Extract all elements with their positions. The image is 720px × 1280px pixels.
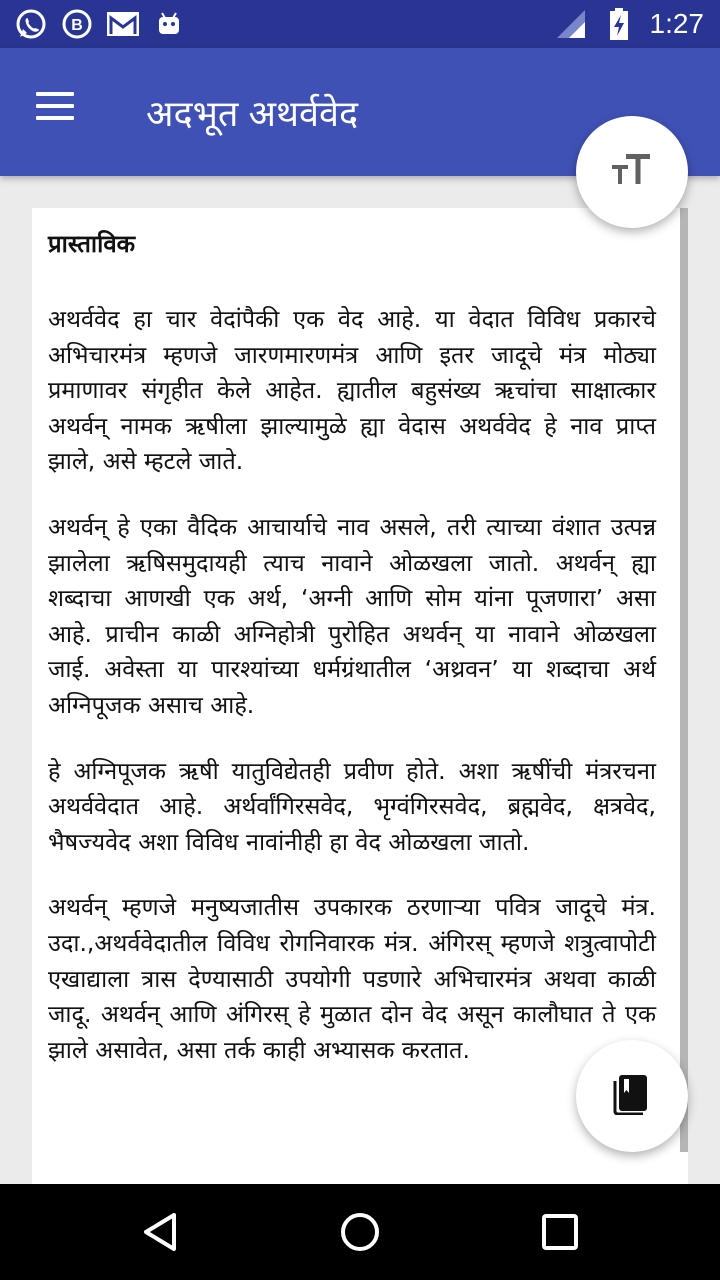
- hamburger-menu-icon[interactable]: [36, 92, 76, 132]
- text-size-icon: [610, 150, 654, 194]
- status-time: 1:27: [649, 8, 704, 39]
- article-card: [32, 208, 688, 1184]
- gmail-icon: [106, 7, 140, 41]
- scrollbar[interactable]: [680, 208, 688, 1152]
- book-icon: [613, 1073, 651, 1119]
- status-bar: [0, 0, 720, 48]
- bbm-icon: [60, 7, 94, 41]
- battery-charging-icon: [602, 7, 636, 41]
- signal-icon: [554, 7, 588, 41]
- svg-text:B: B: [71, 17, 83, 34]
- recent-apps-square-icon[interactable]: [530, 1204, 590, 1260]
- notification-icons: [14, 6, 186, 42]
- back-triangle-icon[interactable]: [130, 1204, 190, 1260]
- home-circle-icon[interactable]: [330, 1204, 390, 1260]
- article-paragraph-3: हे अग्निपूजक ऋषी यातुविद्येतही प्रवीण होते. अशा ऋषींची मंत्ररचना अथर्ववेदात आहे. अर्थर्वांगिरसवेद, भृग्वंगिरसवेद, ब्रह्मवेद, क्षत्रवेद, भैषज्यवेद अशा विविध नावांनीही हा वेद ओळखला जातो.: [48, 756, 656, 856]
- article-heading: प्रास्ताविक: [48, 230, 136, 258]
- font-size-button[interactable]: [576, 116, 688, 228]
- system-nav-bar: [0, 1184, 720, 1280]
- page-title: अदभूत अथर्ववेद: [146, 93, 359, 134]
- article-paragraph-2: अथर्वन् हे एका वैदिक आचार्याचे नाव असले, तरी त्याच्या वंशात उत्पन्न झालेला ऋषिसमुदायही त्याच नावाने ओळखला जातो. अथर्वन् ह्या शब्दाचा आणखी एक अर्थ, ‘अग्नी आणि सोम यांना पूजणारा’ असा आहे. प्राचीन काळी अग्निहोत्री पुरोहित अथर्वन् या नावाने ओळखला जाई. अवेस्ता या पारश्यांच्या धर्मग्रंथातील ‘अथ्रवन’ या शब्दाचा अर्थ अग्निपूजक असाच आहे.: [48, 512, 656, 719]
- whatsapp-icon: [14, 7, 48, 41]
- article-paragraph-4: अथर्वन् म्हणजे मनुष्यजातीस उपकारक ठरणाऱ्या पवित्र जादूचे मंत्र. उदा.,अथर्ववेदातील विविध रोगनिवारक मंत्र. अंगिरस् म्हणजे शत्रुत्वापोटी एखाद्याला त्रास देण्यासाठी उपयोगी पडणारे अभिचारमंत्र अथवा काळी जादू. अथर्वन् आणि अंगिरस् हे मुळात दोन वेद असून कालौघात ते एक झाले असावेत, असा तर्क काही अभ्यासक करतात.: [48, 893, 656, 1064]
- android-icon: [152, 7, 186, 41]
- book-button[interactable]: [576, 1040, 688, 1152]
- article-paragraph-1: अथर्ववेद हा चार वेदांपैकी एक वेद आहे. या वेदात विविध प्रकारचे अभिचारमंत्र म्हणजे जारणमारणमंत्र आणि इतर जादूचे मंत्र मोठ्या प्रमाणावर संगृहीत केले आहेत. ह्यातील बहुसंख्य ऋचांचा साक्षात्कार अथर्वन् नामक ऋषीला झाल्यामुळे ह्या वेदास अथर्ववेद हे नाव प्राप्त झाले, असे म्हटले जाते.: [48, 305, 656, 476]
